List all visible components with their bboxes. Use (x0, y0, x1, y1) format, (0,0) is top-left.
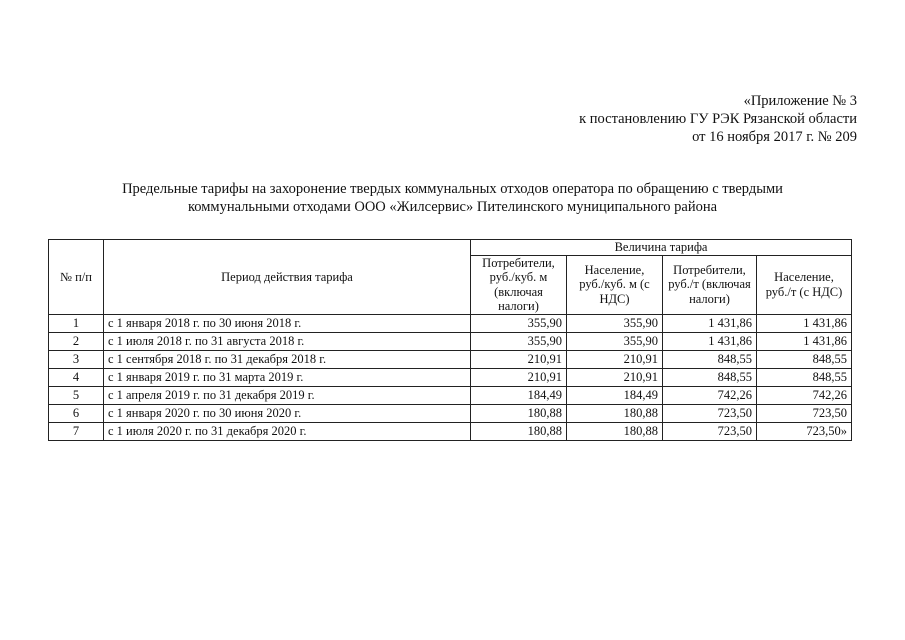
period-cell: с 1 сентября 2018 г. по 31 декабря 2018 г. (104, 350, 471, 368)
consumers-m3-cell: 180,88 (471, 422, 567, 440)
appendix-line-3: от 16 ноября 2017 г. № 209 (692, 129, 857, 145)
row-number-cell: 5 (49, 386, 104, 404)
row-number-cell: 4 (49, 368, 104, 386)
population-t-cell: 848,55 (757, 350, 852, 368)
population-m3-cell: 355,90 (567, 332, 663, 350)
population-t-cell: 848,55 (757, 368, 852, 386)
population-t-cell: 742,26 (757, 386, 852, 404)
population-t-cell: 1 431,86 (757, 332, 852, 350)
header-period: Период действия тарифа (104, 240, 471, 315)
header-tariff-group: Величина тарифа (471, 240, 852, 256)
table-row (49, 350, 852, 368)
population-t-cell: 723,50» (757, 422, 852, 440)
consumers-t-cell: 723,50 (663, 422, 757, 440)
table-row (49, 404, 852, 422)
title-line-1: Предельные тарифы на захоронение твердых коммунальных отходов оператора по обращению с твердыми (122, 181, 783, 197)
row-number-cell: 6 (49, 404, 104, 422)
appendix-line-2: к постановлению ГУ РЭК Рязанской области (579, 111, 857, 127)
title-line-2: коммунальными отходами ООО «Жилсервис» Пителинского муниципального района (187, 199, 718, 215)
consumers-t-cell: 848,55 (663, 350, 757, 368)
period-cell: с 1 января 2020 г. по 30 июня 2020 г. (104, 404, 471, 422)
consumers-m3-cell: 180,88 (471, 404, 567, 422)
tariff-table (48, 239, 852, 441)
row-number-cell: 3 (49, 350, 104, 368)
row-number-cell: 7 (49, 422, 104, 440)
header-consumers-m3: Потребители, руб./куб. м (включая налоги) (471, 255, 567, 314)
table-row (49, 332, 852, 350)
table-row (49, 314, 852, 332)
appendix-line-1: «Приложение № 3 (743, 93, 857, 109)
population-m3-cell: 210,91 (567, 368, 663, 386)
document-title (40, 180, 865, 216)
header-population-m3: Население, руб./куб. м (с НДС) (567, 255, 663, 314)
consumers-m3-cell: 355,90 (471, 332, 567, 350)
period-cell: с 1 апреля 2019 г. по 31 декабря 2019 г. (104, 386, 471, 404)
consumers-m3-cell: 210,91 (471, 350, 567, 368)
period-cell: с 1 июля 2018 г. по 31 августа 2018 г. (104, 332, 471, 350)
consumers-m3-cell: 184,49 (471, 386, 567, 404)
consumers-t-cell: 848,55 (663, 368, 757, 386)
period-cell: с 1 января 2018 г. по 30 июня 2018 г. (104, 314, 471, 332)
header-row-number: № п/п (49, 240, 104, 315)
period-cell: с 1 января 2019 г. по 31 марта 2019 г. (104, 368, 471, 386)
population-m3-cell: 180,88 (567, 422, 663, 440)
population-t-cell: 1 431,86 (757, 314, 852, 332)
consumers-m3-cell: 355,90 (471, 314, 567, 332)
population-m3-cell: 184,49 (567, 386, 663, 404)
population-m3-cell: 355,90 (567, 314, 663, 332)
population-t-cell: 723,50 (757, 404, 852, 422)
row-number-cell: 1 (49, 314, 104, 332)
consumers-t-cell: 742,26 (663, 386, 757, 404)
table-row (49, 368, 852, 386)
consumers-t-cell: 723,50 (663, 404, 757, 422)
header-consumers-t: Потребители, руб./т (включая налоги) (663, 255, 757, 314)
appendix-reference (579, 92, 857, 146)
header-population-t: Население, руб./т (с НДС) (757, 255, 852, 314)
period-cell: с 1 июля 2020 г. по 31 декабря 2020 г. (104, 422, 471, 440)
population-m3-cell: 210,91 (567, 350, 663, 368)
consumers-t-cell: 1 431,86 (663, 332, 757, 350)
table-row (49, 422, 852, 440)
consumers-t-cell: 1 431,86 (663, 314, 757, 332)
consumers-m3-cell: 210,91 (471, 368, 567, 386)
row-number-cell: 2 (49, 332, 104, 350)
population-m3-cell: 180,88 (567, 404, 663, 422)
table-row (49, 386, 852, 404)
